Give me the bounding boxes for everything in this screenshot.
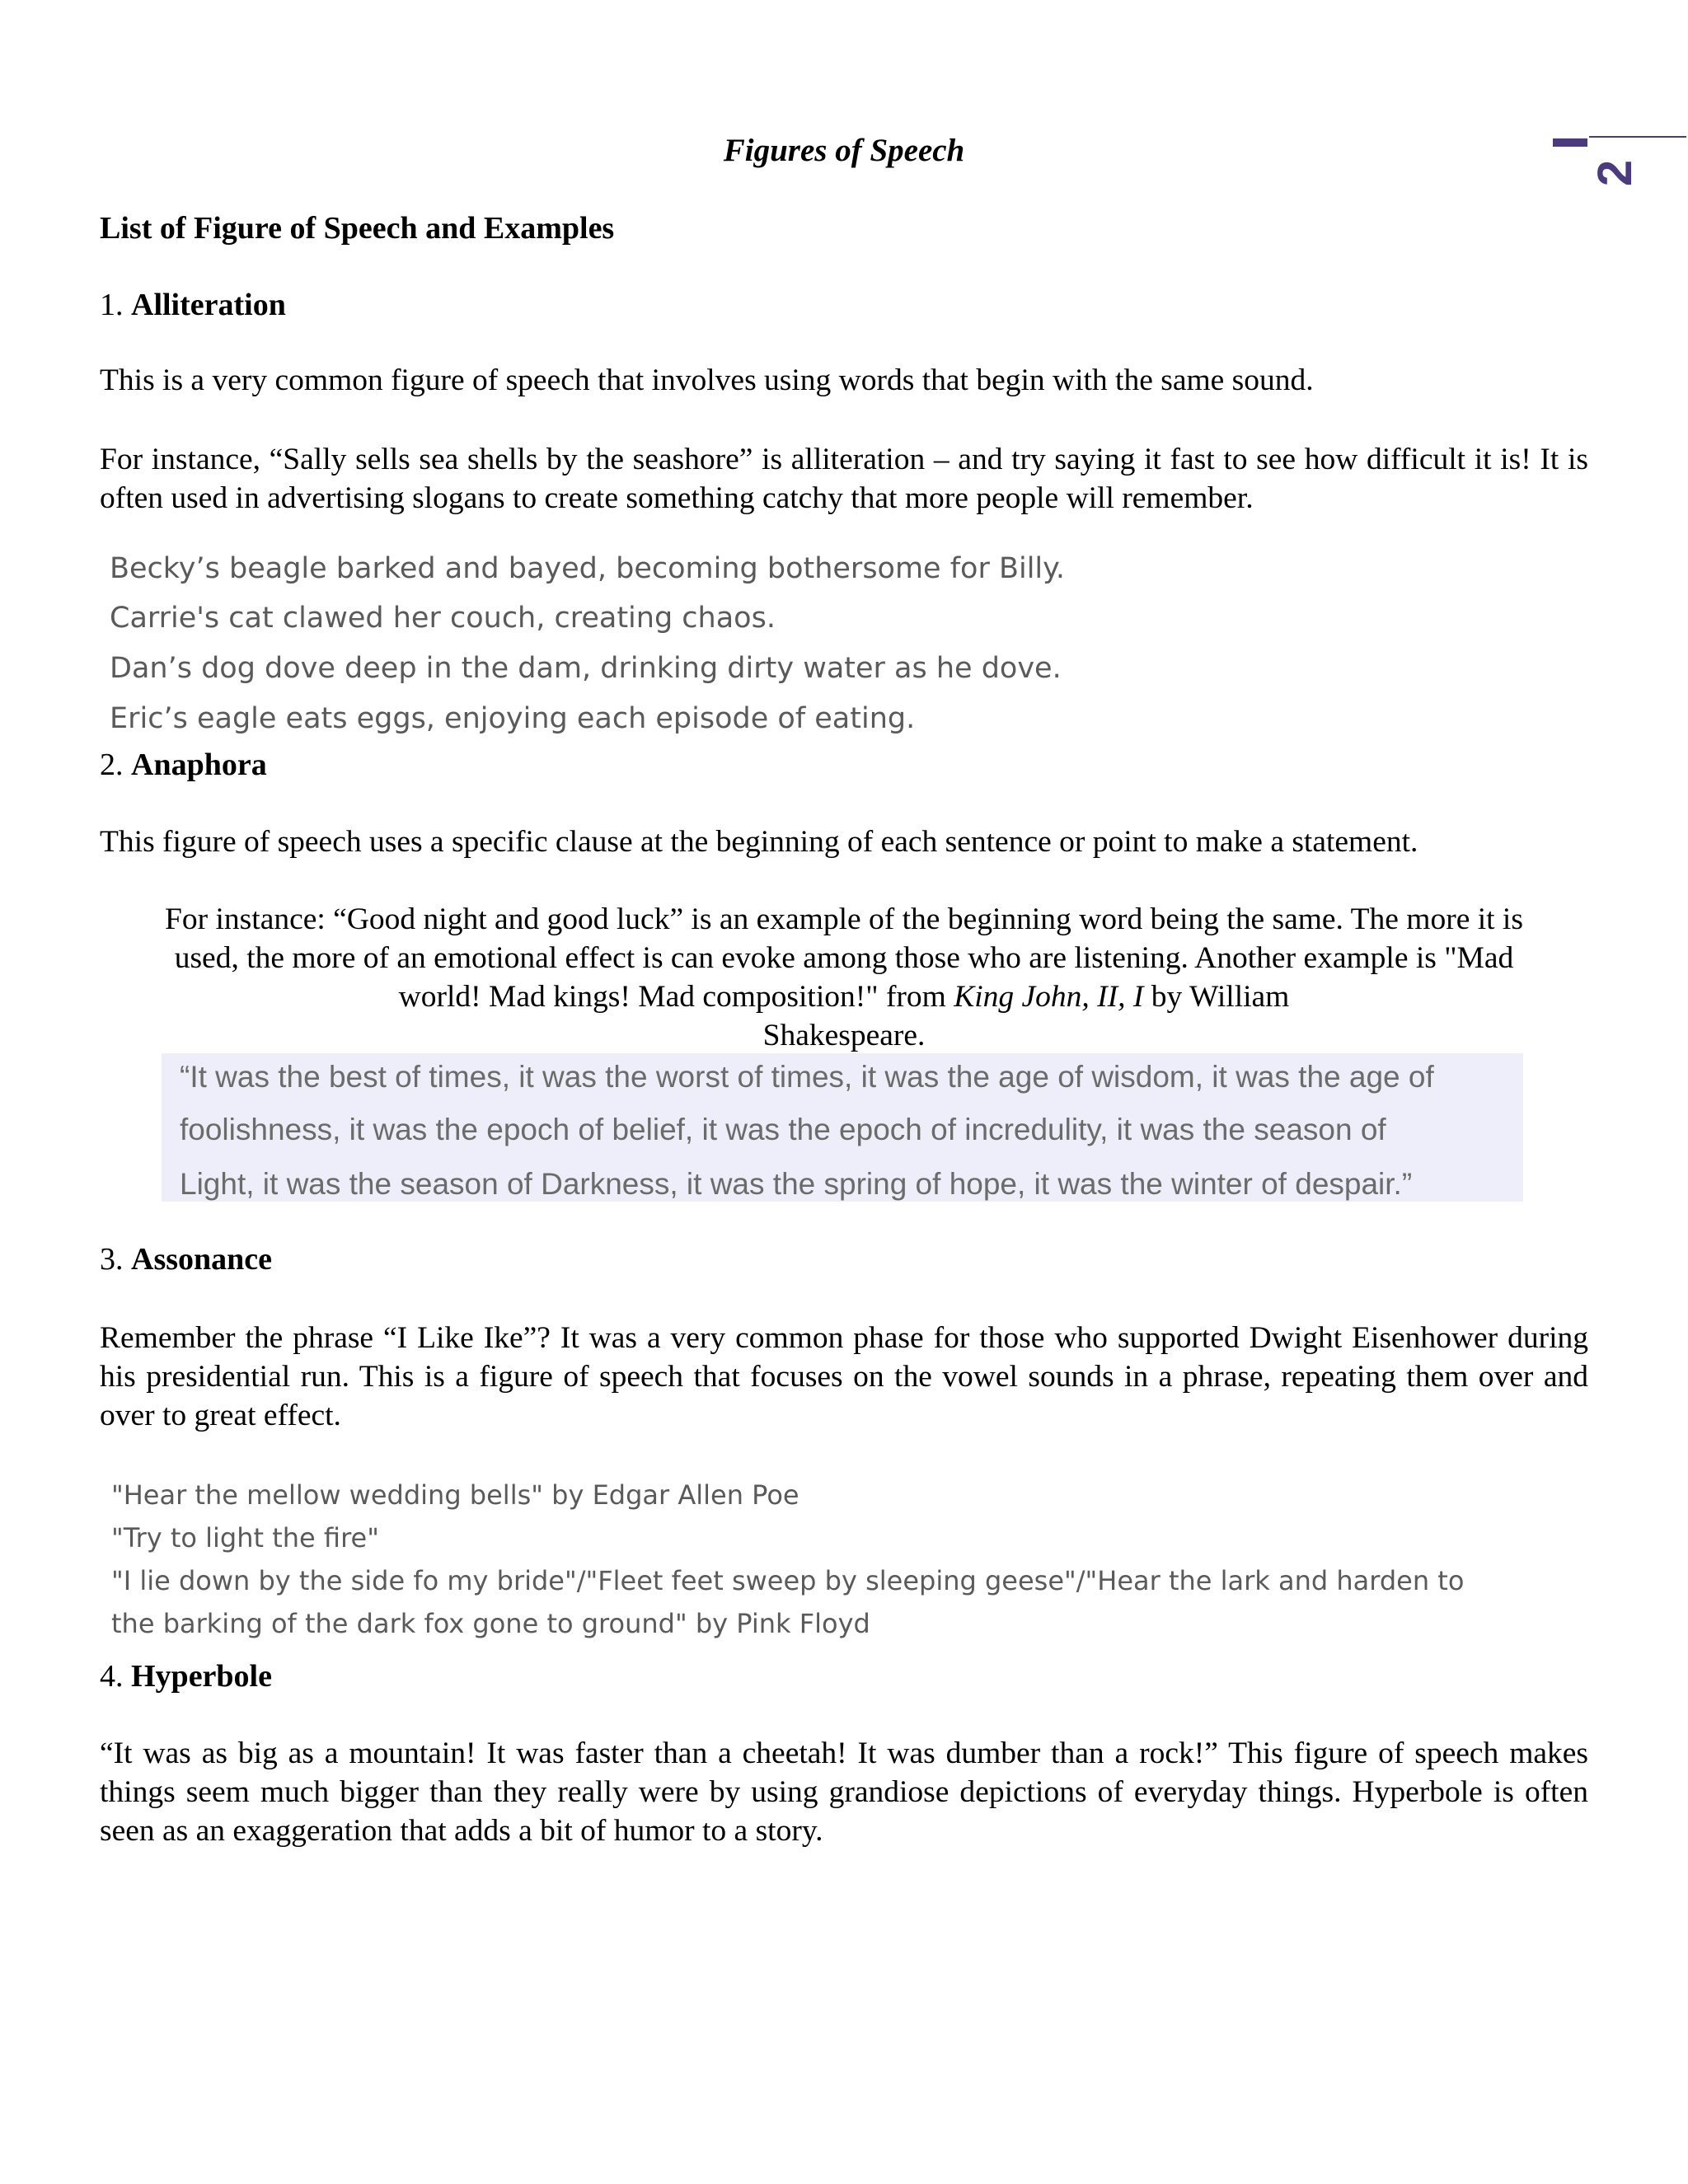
alliteration-example: Becky’s beagle barked and bayed, becoming bothersome for Billy. bbox=[110, 552, 1065, 585]
hyperbole-paragraph: “It was as big as a mountain! It was faster than a cheetah! It was dumber than a rock!” This figure of speech makes things seem much bigger than they really were by using grandiose depictions of everyday things. Hyperbole is often seen as an exaggeration that adds a bit of humor to a story. bbox=[100, 1736, 1588, 1848]
section-heading-hyperbole bbox=[100, 1658, 272, 1694]
anaphora-definition: This figure of speech uses a specific clause at the beginning of each sentence or point to make a statement. bbox=[100, 825, 1418, 859]
section-number: 2. bbox=[100, 748, 124, 782]
assonance-paragraph: Remember the phrase “I Like Ike”? It was a very common phase for those who supported Dwight Eisenhower during his presidential run. This is a figure of speech that focuses on the vowel sounds in a phrase, repeating them over and over to great effect. bbox=[100, 1321, 1588, 1432]
anaphora-line-text: world! Mad kings! Mad composition!" from bbox=[398, 980, 954, 1014]
quote-line: “It was the best of times, it was the worst of times, it was the age of wisdom, it was the age of bbox=[180, 1060, 1434, 1094]
section-heading-assonance bbox=[100, 1241, 272, 1277]
section-title: Anaphora bbox=[131, 748, 267, 782]
anaphora-paragraph bbox=[100, 900, 1588, 1055]
section-number: 1. bbox=[100, 288, 124, 322]
list-heading: List of Figure of Speech and Examples bbox=[100, 211, 615, 246]
section-heading-alliteration bbox=[100, 287, 286, 323]
assonance-example: the barking of the dark fox gone to ground" by Pink Floyd bbox=[111, 1608, 870, 1639]
quote-line: foolishness, it was the epoch of belief, it was the epoch of incredulity, it was the season of bbox=[180, 1113, 1386, 1146]
section-title: Assonance bbox=[131, 1242, 273, 1277]
anaphora-line bbox=[100, 977, 1588, 1016]
quote-line: Light, it was the season of Darkness, it was the spring of hope, it was the winter of despair.” bbox=[180, 1167, 1413, 1201]
assonance-example: "I lie down by the side fo my bride"/"Fleet feet sweep by sleeping geese"/"Hear the lark and harden to bbox=[111, 1565, 1465, 1596]
anaphora-line-text: by William bbox=[1143, 980, 1290, 1014]
section-number: 3. bbox=[100, 1242, 124, 1277]
anaphora-line: For instance: “Good night and good luck” is an example of the beginning word being the same. The more it is bbox=[165, 902, 1523, 936]
alliteration-paragraph: For instance, “Sally sells sea shells by the seashore” is alliteration – and try saying it fast to see how difficult it is! It is often used in advertising slogans to create something catchy that more people will remember. bbox=[100, 443, 1588, 515]
anaphora-line: Shakespeare. bbox=[762, 1019, 926, 1052]
source-title: King John, II, I bbox=[954, 980, 1144, 1014]
anaphora-line: used, the more of an emotional effect is can evoke among those who are listening. Another example is "Mad bbox=[174, 941, 1514, 975]
alliteration-example: Carrie's cat clawed her couch, creating chaos. bbox=[110, 602, 776, 635]
alliteration-example: Dan’s dog dove deep in the dam, drinking dirty water as he dove. bbox=[110, 652, 1062, 685]
alliteration-example: Eric’s eagle eats eggs, enjoying each episode of eating. bbox=[110, 702, 916, 735]
section-number: 4. bbox=[100, 1659, 124, 1694]
alliteration-definition: This is a very common figure of speech that involves using words that begin with the same sound. bbox=[100, 363, 1314, 397]
section-title: Alliteration bbox=[131, 288, 286, 322]
page-title: Figures of Speech bbox=[723, 133, 965, 168]
assonance-example: "Hear the mellow wedding bells" by Edgar Allen Poe bbox=[111, 1479, 799, 1511]
assonance-example: "Try to light the fire" bbox=[111, 1522, 379, 1554]
section-title: Hyperbole bbox=[131, 1659, 272, 1694]
section-heading-anaphora bbox=[100, 747, 267, 783]
anaphora-quote-box bbox=[162, 1053, 1523, 1202]
page-number: 2 bbox=[1588, 159, 1642, 187]
